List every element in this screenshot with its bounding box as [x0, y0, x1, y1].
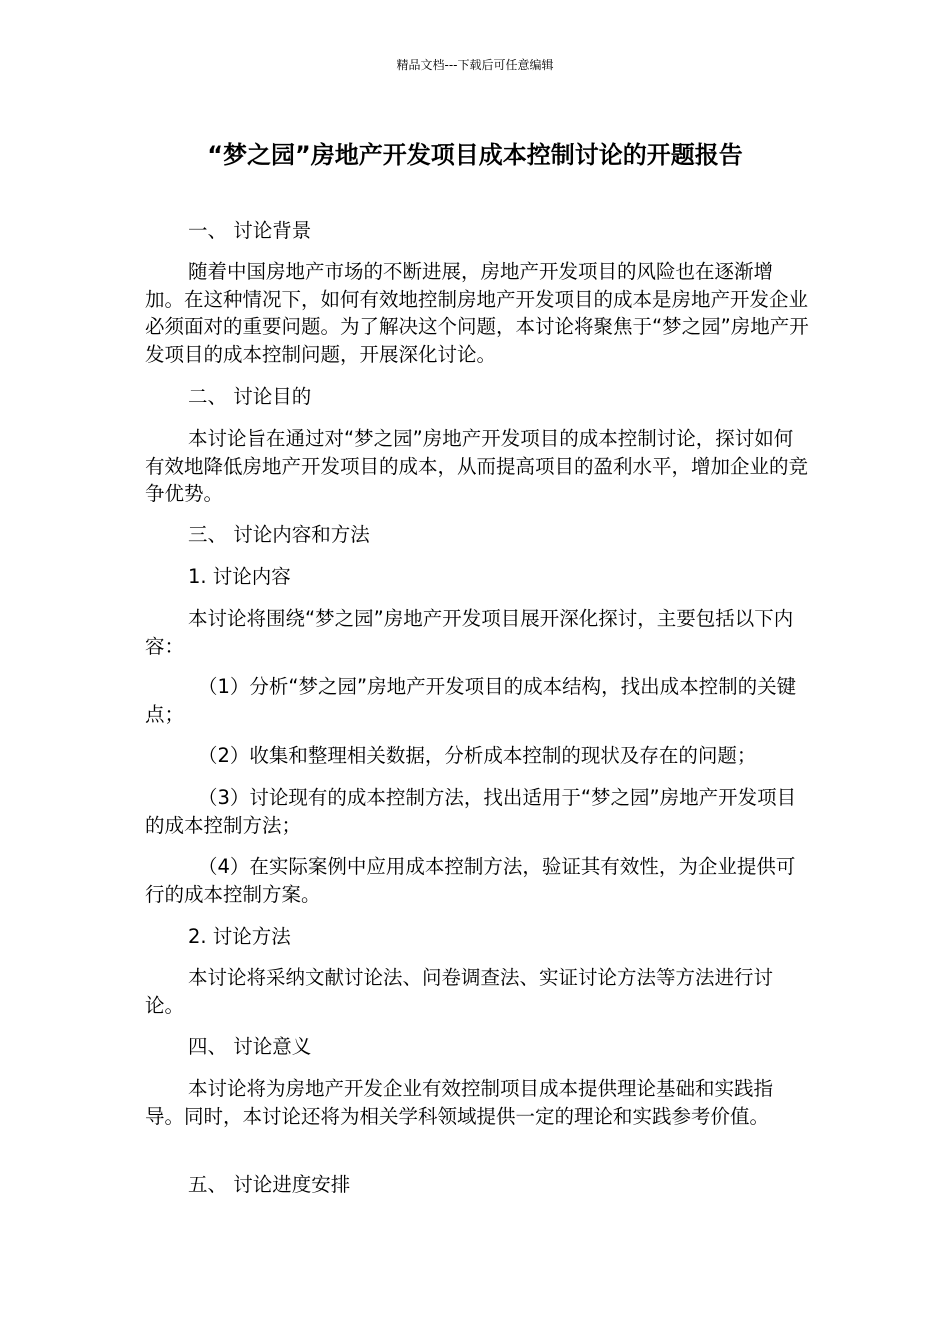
section-heading-schedule: 五、 讨论进度安排	[188, 1173, 351, 1196]
paragraph-content-intro: 本讨论将围绕“梦之园”房地产开发项目展开深化探讨，主要包括以下内容：	[145, 607, 794, 658]
paragraph-method: 本讨论将采纳文献讨论法、问卷调查法、实证讨论方法等方法进行讨论。	[145, 966, 774, 1017]
section-heading-content-method: 三、 讨论内容和方法	[188, 523, 370, 546]
list-item-1: （1）分析“梦之园”房地产开发项目的成本结构，找出成本控制的关键点；	[145, 675, 797, 726]
section-heading-purpose: 二、 讨论目的	[188, 385, 312, 408]
paragraph-significance: 本讨论将为房地产开发企业有效控制项目成本提供理论基础和实践指导。同时，本讨论还将为相关学科领域提供一定的理论和实践参考价值。	[145, 1077, 774, 1128]
section-heading-background: 一、 讨论背景	[188, 219, 312, 242]
list-item-2: （2）收集和整理相关数据，分析成本控制的现状及存在的问题；	[198, 744, 757, 767]
document-title: “梦之园”房地产开发项目成本控制讨论的开题报告	[207, 141, 743, 169]
paragraph-purpose: 本讨论旨在通过对“梦之园”房地产开发项目的成本控制讨论，探讨如何有效地降低房地产开发项目的成本，从而提高项目的盈利水平，增加企业的竞争优势。	[145, 427, 809, 505]
page-header-note: 精品文档---下载后可任意编辑	[396, 58, 554, 72]
paragraph-background: 随着中国房地产市场的不断进展，房地产开发项目的风险也在逐渐增加。在这种情况下，如何有效地控制房地产开发项目的成本是房地产开发企业必须面对的重要问题。为了解决这个问题，本讨论将聚焦于“梦之园”房地产开发项目的成本控制问题，开展深化讨论。	[145, 260, 809, 366]
list-item-3: （3）讨论现有的成本控制方法，找出适用于“梦之园”房地产开发项目的成本控制方法；	[145, 786, 797, 837]
subsection-heading-content: 1. 讨论内容	[188, 565, 291, 588]
section-heading-significance: 四、 讨论意义	[188, 1035, 312, 1058]
subsection-heading-method: 2. 讨论方法	[188, 925, 291, 948]
list-item-4: （4）在实际案例中应用成本控制方法，验证其有效性，为企业提供可行的成本控制方案。	[145, 855, 796, 906]
